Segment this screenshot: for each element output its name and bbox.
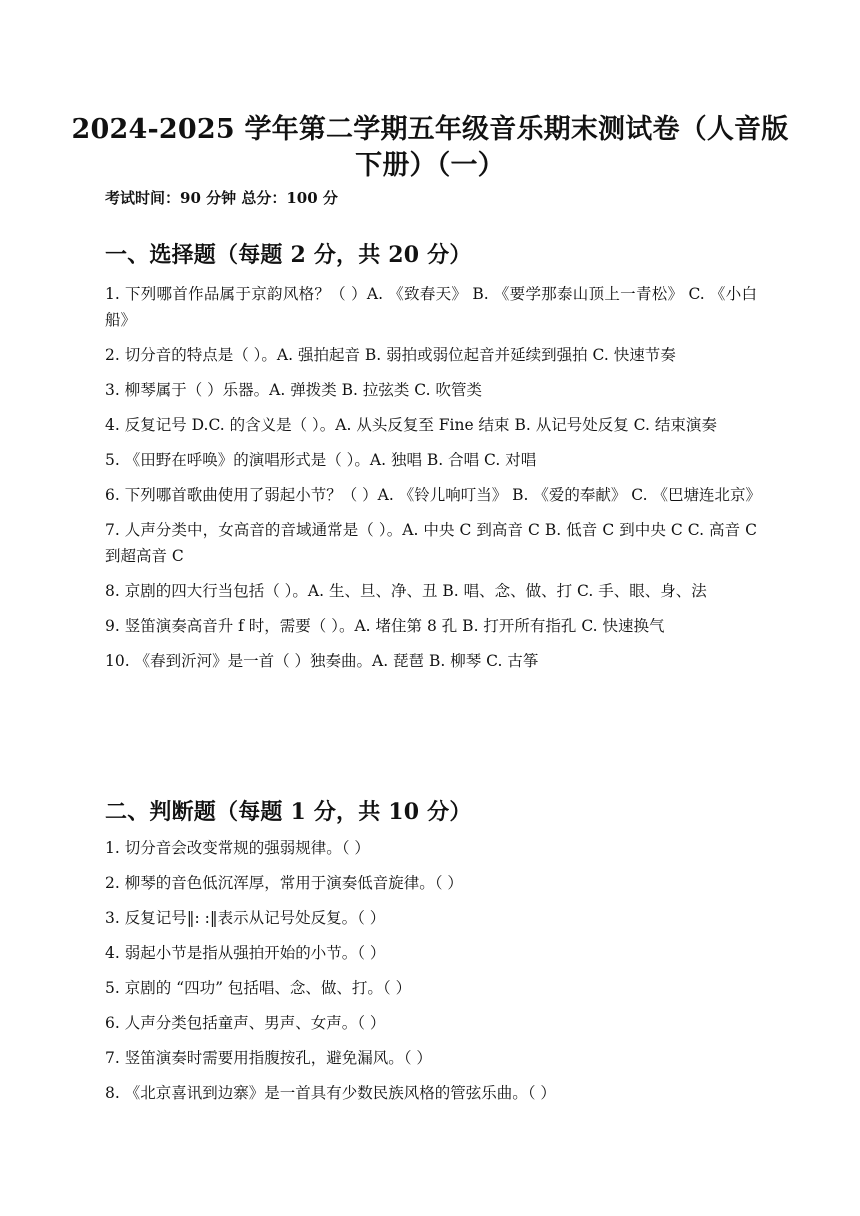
question-item: 3. 反复记号‖: :‖表示从记号处反复。（ ） (105, 909, 386, 927)
question-item: 2. 柳琴的音色低沉浑厚，常用于演奏低音旋律。（ ） (105, 874, 463, 892)
question-item: 7. 竖笛演奏时需要用指腹按孔，避免漏风。（ ） (105, 1049, 432, 1067)
section-heading-choice: 一、选择题（每题 2 分，共 20 分） (105, 242, 472, 268)
question-item: 6. 人声分类包括童声、男声、女声。（ ） (105, 1014, 386, 1032)
question-item: 2. 切分音的特点是（ ）。A. 强拍起音 B. 弱拍或弱位起音并延续到强拍 C. 快速节奏 (105, 346, 676, 364)
question-item: 3. 柳琴属于（ ）乐器。A. 弹拨类 B. 拉弦类 C. 吹管类 (105, 381, 482, 399)
question-item: 6. 下列哪首歌曲使用了弱起小节？（ ）A. 《铃儿响叮当》 B. 《爱的奉献》 C. 《巴塘连北京》 (105, 486, 761, 504)
question-item: 9. 竖笛演奏高音升 f 时，需要（ ）。A. 堵住第 8 孔 B. 打开所有指孔 C. 快速换气 (105, 617, 665, 635)
judgement-question-list (105, 835, 757, 1115)
question-item: 4. 弱起小节是指从强拍开始的小节。（ ） (105, 944, 386, 962)
question-item: 1. 切分音会改变常规的强弱规律。（ ） (105, 839, 370, 857)
question-item: 4. 反复记号 D.C. 的含义是（ ）。A. 从头反复至 Fine 结束 B. 从记号处反复 C. 结束演奏 (105, 416, 717, 434)
question-item: 5. 京剧的 “四功” 包括唱、念、做、打。（ ） (105, 979, 412, 997)
question-item: 8. 京剧的四大行当包括（ ）。A. 生、旦、净、丑 B. 唱、念、做、打 C. 手、眼、身、法 (105, 582, 707, 600)
question-item: 5. 《田野在呼唤》的演唱形式是（ ）。A. 独唱 B. 合唱 C. 对唱 (105, 451, 537, 469)
question-item: 1. 下列哪首作品属于京韵风格？（ ）A. 《致春天》 B. 《要学那泰山顶上一青松》 C. 《小白船》 (105, 285, 757, 329)
section-heading-judgement: 二、判断题（每题 1 分，共 10 分） (105, 799, 472, 825)
choice-question-list (105, 281, 761, 683)
question-item: 10. 《春到沂河》是一首（ ）独奏曲。A. 琵琶 B. 柳琴 C. 古筝 (105, 652, 539, 670)
question-item: 8. 《北京喜讯到边寨》是一首具有少数民族风格的管弦乐曲。（ ） (105, 1084, 556, 1102)
question-item: 7. 人声分类中，女高音的音域通常是（ ）。A. 中央 C 到高音 C B. 低音 C 到中央 C C. 高音 C 到超高音 C (105, 521, 757, 565)
document-title: 2024-2025 学年第二学期五年级音乐期末测试卷（人音版下册）（一） (71, 114, 789, 181)
exam-meta: 考试时间：90 分钟 总分：100 分 (105, 189, 338, 207)
